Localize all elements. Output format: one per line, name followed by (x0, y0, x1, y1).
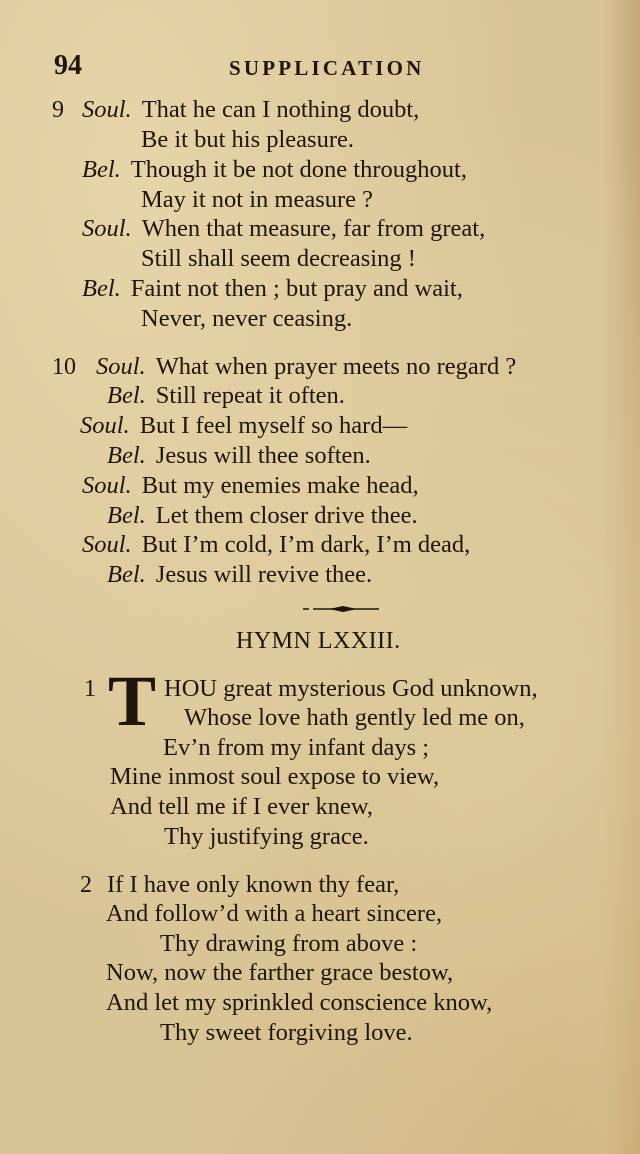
verse-line (106, 988, 492, 1018)
line-text: Whose love hath gently led me on, (184, 704, 525, 731)
line-text: Jesus will revive thee. (155, 561, 373, 588)
line-text: Jesus will thee soften. (155, 442, 371, 469)
line-text: Ev’n from my infant days ; (163, 734, 430, 761)
line-text: HOU great mysterious God unknown, (164, 675, 538, 702)
verse-line (82, 95, 419, 125)
line-text: When that measure, far from great, (141, 215, 486, 242)
speaker-label: Bel. (107, 502, 146, 529)
verse-line (107, 441, 371, 471)
line-text: Mine inmost soul expose to view, (110, 763, 440, 790)
verse-line (96, 352, 516, 382)
line-text: Faint not then ; but pray and wait, (130, 275, 463, 302)
verse-line (82, 214, 485, 244)
hymn-title: HYMN LXXIII. (236, 628, 401, 654)
line-text: But my enemies make head, (141, 472, 419, 499)
verse-line (82, 530, 470, 560)
verse-line (160, 1018, 413, 1048)
line-text: Still shall seem decreasing ! (141, 245, 416, 272)
line-text: But I’m cold, I’m dark, I’m dead, (141, 531, 471, 558)
line-text: Thy sweet forgiving love. (160, 1019, 413, 1046)
verse-line (160, 929, 417, 959)
verse-line (141, 185, 373, 215)
line-text: And tell me if I ever knew, (110, 793, 374, 820)
stanza-number: 9 (52, 97, 64, 123)
ornament-divider-icon (303, 604, 379, 614)
verse-line (80, 411, 407, 441)
verse-line (110, 762, 439, 792)
line-text: May it not in measure ? (141, 186, 374, 213)
line-text: Thy drawing from above : (160, 930, 418, 957)
line-text: Never, never ceasing. (141, 305, 353, 332)
verse-line (141, 304, 352, 334)
verse-line (106, 958, 453, 988)
line-text: Thy justifying grace. (164, 823, 369, 850)
drop-cap: T (108, 661, 157, 741)
running-head: SUPPLICATION (229, 56, 425, 80)
speaker-label: Soul. (96, 353, 146, 380)
speaker-label: Soul. (82, 472, 132, 499)
line-text: And let my sprinkled conscience know, (106, 989, 493, 1016)
line-text: What when prayer meets no regard ? (155, 353, 517, 380)
line-text: Still repeat it often. (155, 382, 345, 409)
line-text: If I have only known thy fear, (107, 871, 400, 898)
speaker-label: Bel. (82, 156, 121, 183)
speaker-label: Bel. (82, 275, 121, 302)
speaker-label: Soul. (82, 531, 132, 558)
verse-line (141, 125, 354, 155)
verse-line (164, 674, 538, 704)
page-header (54, 50, 454, 82)
line-text: Though it be not done throughout, (130, 156, 467, 183)
verse-line (110, 792, 373, 822)
line-text: And follow’d with a heart sincere, (106, 900, 443, 927)
page-number: 94 (54, 50, 82, 81)
speaker-label: Bel. (107, 442, 146, 469)
line-text: Now, now the farther grace bestow, (106, 959, 454, 986)
verse-line (82, 471, 419, 501)
stanza-number: 2 (80, 872, 92, 898)
line-text: Be it but his pleasure. (141, 126, 354, 153)
verse-line (107, 501, 418, 531)
speaker-label: Soul. (82, 215, 132, 242)
verse-line (164, 822, 369, 852)
verse-line (107, 870, 399, 900)
verse-line (107, 560, 372, 590)
verse-line (107, 381, 345, 411)
verse-line (163, 733, 429, 763)
speaker-label: Soul. (82, 96, 132, 123)
stanza-number: 1 (84, 676, 96, 702)
speaker-label: Bel. (107, 382, 146, 409)
stanza-number: 10 (52, 354, 76, 380)
verse-line (106, 899, 442, 929)
line-text: That he can I nothing doubt, (141, 96, 420, 123)
line-text: But I feel myself so hard— (139, 412, 408, 439)
verse-line (184, 703, 525, 733)
line-text: Let them closer drive thee. (155, 502, 418, 529)
verse-line (82, 274, 463, 304)
speaker-label: Bel. (107, 561, 146, 588)
verse-line (141, 244, 416, 274)
verse-line (82, 155, 467, 185)
speaker-label: Soul. (80, 412, 130, 439)
